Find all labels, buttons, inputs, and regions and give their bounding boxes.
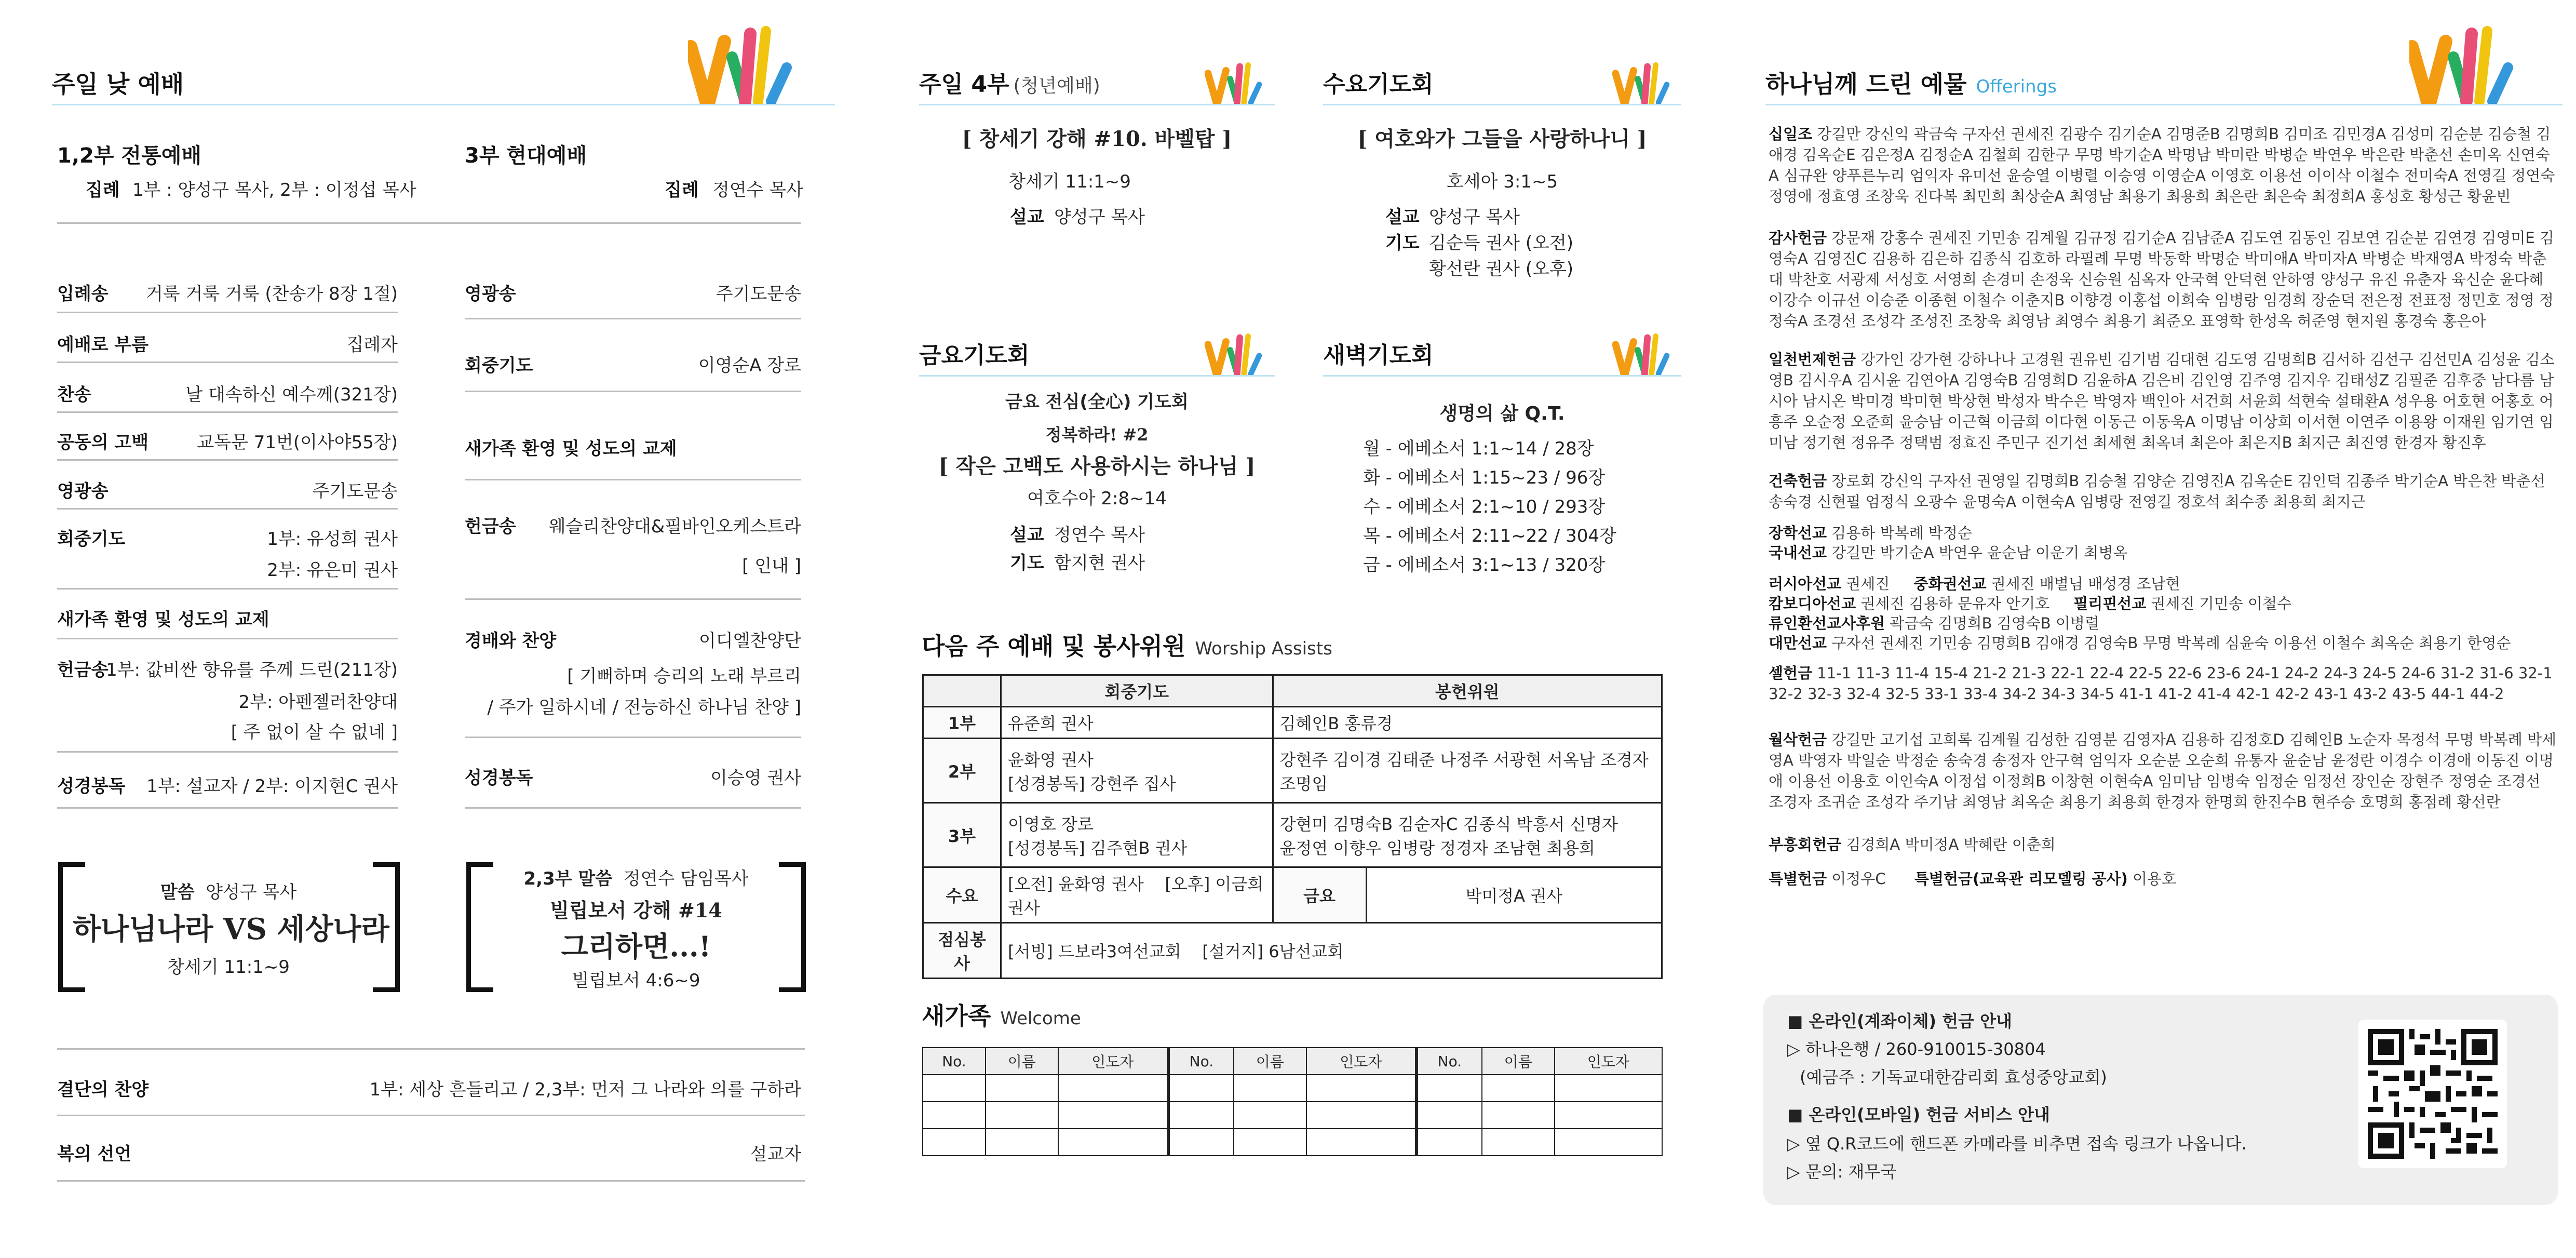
offering-label: 감사헌금 xyxy=(1769,229,1827,247)
closing-label: 복의 선언 xyxy=(57,1144,132,1165)
offering-names: 이용호 xyxy=(2133,870,2177,888)
offering-names: 강길만 고기섭 고희록 김계월 김성한 김영분 김영자A 김용하 김정호D 김혜인B 노순자 목정석 무명 박복례 박세영A 박영자 박일순 박정순 송숙경 송정자 안구혁 엄익자 오순분 오순희 유통자 윤순남 윤정란 이경수 이경애 이동진 이명애 이용선 이용호 이인숙A 이정섭 이정희B 이창현 이현숙A 임미남 임병숙 임정순 임정선 장인순 장현주 정영순 조경선 조경자 조귀순 조성각 주기남 최영남 최옥순 최용기 최용희 한경자 한명희 한진수B 현주승 호명희 홍점례 황선란 xyxy=(1769,731,2557,811)
offering-label: 대만선교 xyxy=(1769,634,1827,652)
offerings-title: 하나님께 드린 예물 xyxy=(1765,70,1967,98)
table-cell xyxy=(1001,923,1662,979)
wed-sermon-title: [ 여호와가 그들을 사랑하나니 ] xyxy=(1357,127,1647,151)
order-value-3: / 주가 일하시네 / 전능하신 하나님 찬양 ] xyxy=(487,697,801,718)
welcome-title-line xyxy=(922,997,1081,1032)
divider xyxy=(57,1048,805,1050)
table-cell: 수요 xyxy=(923,867,1001,923)
divider xyxy=(57,459,398,461)
offering-group xyxy=(1769,542,2558,563)
online-offering-info xyxy=(1763,995,2558,1205)
table-header: 인도자 xyxy=(1306,1048,1417,1075)
table-header-row xyxy=(923,675,1662,707)
table-cell xyxy=(923,1102,986,1129)
qr-instruction: ▷ 옆 Q.R코드에 핸드폰 카메라를 비추면 접속 링크가 나옵니다. xyxy=(1787,1134,2247,1154)
table-cell xyxy=(1482,1075,1555,1102)
order-value-2: 2부: 유은미 권사 xyxy=(267,560,398,581)
table-header xyxy=(923,675,1001,707)
table-cell xyxy=(1555,1102,1662,1129)
wed-title: 수요기도회 xyxy=(1323,71,1434,98)
offering-names: 강길만 박기순A 박연우 윤순남 이운기 최병옥 xyxy=(1831,544,2128,561)
order-value: 웨슬리찬양대&필바인오케스트라 xyxy=(548,516,801,537)
sermon-label: 말씀 xyxy=(160,882,195,903)
wed-am: [오전] 윤화영 권사 xyxy=(1008,874,1144,894)
order-label: 영광송 xyxy=(465,284,516,304)
table-row xyxy=(923,1075,1662,1102)
dawn-item: 월 - 에베소서 1:1~14 / 28장 xyxy=(1363,438,1594,459)
assist-table xyxy=(922,674,1663,979)
order-label: 입례송 xyxy=(57,284,109,304)
modern-leader-label: 집례 xyxy=(665,180,699,200)
table-row xyxy=(923,867,1662,923)
offering-names: 강길만 강신익 곽금숙 구자선 권세진 김광수 김기순A 김명준B 김명희B 김미조 김민경A 김성미 김순분 김승철 김애경 김옥순E 김은정A 김정순A 김철희 김한구 무명 박기순A 박명남 박미란 박병순 박연우 박은란 박춘선 손미옥 신연숙A 심규완 양푸른누리 엄익자 유미선 윤승열 이병렬 이승영 이영순A 이영호 이용선 이이삭 이철수 전미숙A 전영길 정연숙 정영애 정효영 조창욱 진다복 최민희 최상순A 최영남 최용기 최용희 최은란 최은숙 최정희A 홍성호 황성근 황윤빈 xyxy=(1769,125,2555,205)
table-header: 인도자 xyxy=(1555,1048,1662,1075)
table-cell xyxy=(1234,1129,1306,1156)
order-value: 주기도문송 xyxy=(716,284,801,304)
offering-names: 이정우C xyxy=(1831,870,1886,888)
sermon1-label-line xyxy=(73,878,384,903)
offering-group xyxy=(1769,868,2558,889)
offering-names: 김경희A 박미정A 박혜란 이춘희 xyxy=(1846,836,2056,853)
offering-label: 중화권선교 xyxy=(1913,575,1987,593)
table-cell: 금요 xyxy=(1273,867,1366,923)
table-cell xyxy=(1058,1102,1168,1129)
table-cell xyxy=(1001,739,1273,803)
offering-names: 권세진 기민송 이철수 xyxy=(2151,595,2292,612)
sermon-ref: 창세기 11:1~9 xyxy=(167,957,290,978)
sermon2-label-line xyxy=(480,864,792,890)
table-header: No. xyxy=(1417,1048,1482,1075)
table-row xyxy=(923,739,1662,803)
offerings-title-line xyxy=(1765,65,2057,100)
table-cell xyxy=(1417,1102,1482,1129)
order-value: 교독문 71번(이사야55장) xyxy=(197,432,398,453)
sun4-preacher-label: 설교 xyxy=(1010,207,1044,227)
order-value: 이영순A 장로 xyxy=(698,355,801,376)
table-cell: 점심봉사 xyxy=(923,923,1001,979)
offering-group xyxy=(1769,573,2558,594)
offering-group xyxy=(1769,227,2558,331)
divider xyxy=(57,1115,805,1116)
table-cell xyxy=(1417,1075,1482,1102)
table-cell xyxy=(1001,867,1273,923)
title-rule xyxy=(1765,104,2562,105)
sermon-series: 빌립보서 강해 #14 xyxy=(550,899,722,922)
table-cell xyxy=(1001,803,1273,867)
welcome-title-en: Welcome xyxy=(1000,1008,1081,1029)
table-cell: 3부 xyxy=(923,803,1001,867)
cell-line: 이영호 장로 xyxy=(1008,814,1094,834)
welcome-title: 새가족 xyxy=(922,1002,991,1030)
offering-names: 권세진 배별님 배성경 조남현 xyxy=(1991,575,2180,593)
divider xyxy=(57,588,398,590)
offering-names: 김용하 박복례 박정순 xyxy=(1831,524,1972,542)
fri-prayer-label: 기도 xyxy=(1010,553,1044,573)
page-title-sunday: 주일 낮 예배 xyxy=(52,70,184,98)
closing-value: 설교자 xyxy=(750,1144,801,1165)
order-value: 1부: 유성희 권사 xyxy=(267,529,398,550)
closing-label: 결단의 찬양 xyxy=(57,1079,149,1100)
wed-preacher-label: 설교 xyxy=(1385,207,1420,227)
order-value: 집례자 xyxy=(346,334,398,355)
table-cell xyxy=(1168,1129,1234,1156)
fri-prayer: 함지현 권사 xyxy=(1054,553,1145,573)
divider xyxy=(57,508,398,510)
offering-label: 러시아선교 xyxy=(1769,575,1842,593)
bank-account: ▷ 하나은행 / 260-910015-30804 xyxy=(1787,1039,2046,1059)
table-cell xyxy=(1555,1075,1662,1102)
order-value: 날 대속하신 예수께(321장) xyxy=(185,384,398,405)
offering-names: 권세진 xyxy=(1846,575,1890,593)
table-cell xyxy=(1306,1075,1417,1102)
divider xyxy=(57,222,801,224)
church-logo xyxy=(1612,62,1680,104)
divider xyxy=(57,411,398,413)
offering-group xyxy=(1769,593,2558,614)
divider xyxy=(57,751,398,753)
qr-code-frame xyxy=(2358,1020,2507,1168)
offering-group xyxy=(1769,633,2558,653)
sermon-title: 하나님나라 VS 세상나라 xyxy=(73,912,389,946)
church-logo xyxy=(688,26,807,104)
lunch-serving: [서빙] 드보라3여선교회 xyxy=(1008,942,1181,961)
order-value-3: [ 주 없이 살 수 없네 ] xyxy=(231,722,398,743)
dawn-item: 목 - 에베소서 2:11~22 / 304장 xyxy=(1363,526,1616,546)
table-cell xyxy=(1058,1129,1168,1156)
offering-names: 강가인 강가현 강하나나 고경원 권유빈 김기범 김대현 김도영 김명희B 김서하 김선구 김선민A 김성윤 김소영B 김시우A 김시윤 김연아A 김영숙B 김영희D 김윤하A 김은비 김인영 김주영 김지우 김태성Z 김필준 김후중 남다름 남시아 남시온 박미경 박미현 박상현 박성자 박수은 박영자 백인아 서건희 서윤희 석현숙 설태환A 성우용 어호현 어홍호 어흥주 오순정 오준희 윤승남 이근혁 이금희 이다현 이동근 이동욱A 이명남 이상희 이서현 이연주 이용왕 이재원 임기연 임미남 정기현 정유주 정택범 정효진 주민구 진기선 최세현 최옥녀 최은아 최은지B 최지근 최진영 한경자 황진후 xyxy=(1769,351,2555,451)
table-row xyxy=(923,803,1662,867)
divider xyxy=(465,391,801,392)
table-row xyxy=(923,923,1662,979)
dawn-title: 새벽기도회 xyxy=(1323,342,1434,369)
cell-line: 윤화영 권사 xyxy=(1008,750,1094,770)
offerings-title-en: Offerings xyxy=(1976,76,2057,97)
sun4-sermon-title: [ 창세기 강해 #10. 바벨탑 ] xyxy=(962,127,1232,151)
table-cell: 박미정A 권사 xyxy=(1366,867,1662,923)
dawn-item: 금 - 에베소서 3:1~13 / 320장 xyxy=(1363,555,1606,576)
table-row xyxy=(923,707,1662,739)
table-row xyxy=(923,1102,1662,1129)
table-cell xyxy=(1306,1102,1417,1129)
offering-group xyxy=(1769,729,2558,812)
table-cell xyxy=(1234,1102,1306,1129)
offering-label: 국내선교 xyxy=(1769,544,1827,561)
offering-label: 부흥회헌금 xyxy=(1769,836,1842,853)
order-value: 1부: 설교자 / 2부: 이지현C 권사 xyxy=(146,776,398,797)
offering-label: 건축헌금 xyxy=(1769,472,1827,490)
trad-service-heading: 1,2부 전통예배 xyxy=(57,144,201,168)
offering-group xyxy=(1769,834,2558,855)
fri-sermon-title: [ 작은 고백도 사용하시는 하나님 ] xyxy=(938,454,1256,478)
table-cell xyxy=(1482,1102,1555,1129)
order-label: 성경봉독 xyxy=(465,768,533,788)
order-label: 영광송 xyxy=(57,481,109,502)
fri-preacher: 정연수 목사 xyxy=(1054,525,1145,545)
table-cell xyxy=(986,1075,1058,1102)
order-label: 새가족 환영 및 성도의 교제 xyxy=(57,609,269,630)
divider xyxy=(57,638,398,639)
table-cell xyxy=(923,1075,986,1102)
sun4-preacher: 양성구 목사 xyxy=(1054,207,1145,227)
order-value: 이디엘찬양단 xyxy=(698,631,801,651)
fri-ref: 여호수아 2:8~14 xyxy=(1027,488,1167,509)
divider xyxy=(465,807,801,809)
fri-line2: 정복하라! #2 xyxy=(1045,425,1149,445)
offering-names: 구자선 권세진 기민송 김명희B 김애경 김영숙B 무명 박복례 심윤숙 이용선 이철수 최옥순 최용기 한영순 xyxy=(1831,634,2511,652)
title-rule xyxy=(52,104,835,105)
fri-title: 금요기도회 xyxy=(919,342,1030,369)
offering-label: 장학선교 xyxy=(1769,524,1827,542)
table-cell: 2부 xyxy=(923,739,1001,803)
table-cell xyxy=(986,1129,1058,1156)
sermon-preacher: 정연수 담임목사 xyxy=(623,868,749,889)
table-header-row xyxy=(923,1048,1662,1075)
church-logo xyxy=(2409,26,2529,104)
order-value: 거룩 거룩 거룩 (찬송가 8장 1절) xyxy=(145,284,398,304)
order-value-2: [ 인내 ] xyxy=(742,556,801,577)
offering-names: 강문재 강홍수 권세진 기민송 김계월 김규정 김기순A 김남준A 김도연 김동인 김보연 김순분 김연경 김영미E 김영숙A 김영진C 김용하 김은하 김종식 김호하 라필례 무명 박동학 박명순 박미애A 박미자A 박병순 박재영A 박정숙 박춘대 박찬호 서광제 서성호 서영희 손경미 손정욱 신승원 심옥자 안국혁 안덕현 안하영 양성구 유진 유춘자 육신순 윤다혜 이강수 이규선 이승준 이종현 이철수 이춘지B 이향경 이홍섭 이희숙 임병랑 임경희 장순덕 전은정 전표정 정민호 정영 정정숙A 조경선 조성각 조성진 조창욱 최영남 최영수 최용기 최준오 표영학 한성옥 허준영 현지원 홍경숙 홍은아 xyxy=(1769,229,2554,330)
online-transfer-title: ■ 온라인(계좌이체) 헌금 안내 xyxy=(1787,1011,2012,1031)
church-logo xyxy=(1612,333,1680,375)
account-holder: (예금주 : 기독교대한감리회 효성중앙교회) xyxy=(1800,1067,2107,1087)
table-header: 이름 xyxy=(1234,1048,1306,1075)
table-header: 봉헌위원 xyxy=(1273,675,1662,707)
title-rule xyxy=(1323,104,1681,105)
dawn-item: 수 - 에베소서 2:1~10 / 293장 xyxy=(1363,497,1606,517)
title-rule xyxy=(919,104,1275,105)
table-cell xyxy=(1417,1129,1482,1156)
table-header: 회중기도 xyxy=(1001,675,1273,707)
offering-group xyxy=(1769,613,2558,634)
sun4-sub: (청년예배) xyxy=(1013,75,1100,97)
table-cell xyxy=(1168,1075,1234,1102)
offering-label: 월삭헌금 xyxy=(1769,731,1827,748)
offering-names: 권세진 김용하 문유자 안기호 xyxy=(1860,595,2050,612)
wed-ref: 호세아 3:1~5 xyxy=(1446,171,1558,192)
cell-line: [성경봉독] 김주현B 권사 xyxy=(1008,838,1188,858)
table-cell xyxy=(1234,1075,1306,1102)
qr-code[interactable] xyxy=(2368,1029,2498,1159)
trad-leader-label: 집례 xyxy=(86,180,120,200)
church-logo xyxy=(1205,333,1272,375)
order-label: 회중기도 xyxy=(465,355,533,376)
assist-title-line xyxy=(922,627,1332,662)
table-cell xyxy=(1168,1102,1234,1129)
order-value: 주기도문송 xyxy=(312,481,398,502)
contact-info: ▷ 문의: 재무국 xyxy=(1787,1162,1897,1182)
table-header: 이름 xyxy=(1482,1048,1555,1075)
offering-group xyxy=(1769,124,2558,207)
trad-leader: 1부 : 양성구 목사, 2부 : 이정섭 목사 xyxy=(132,180,416,200)
table-cell xyxy=(1058,1075,1168,1102)
welcome-table xyxy=(922,1047,1663,1156)
wed-prayer-label: 기도 xyxy=(1385,233,1420,253)
order-label: 새가족 환영 및 성도의 교제 xyxy=(465,438,677,459)
church-logo xyxy=(1205,62,1272,104)
cell-line: 윤정연 이향우 임병랑 정경자 조남현 최용희 xyxy=(1279,838,1595,858)
offering-label: 캄보디아선교 xyxy=(1769,595,1856,612)
offering-names: 곽금숙 김명희B 김영숙B 이병렬 xyxy=(1890,614,2099,632)
wed-prayer-am: 김순득 권사 (오전) xyxy=(1429,233,1574,253)
title-rule xyxy=(1323,375,1681,377)
wed-pm: [오후] 이금희 권사 xyxy=(1008,874,1264,918)
table-header: No. xyxy=(923,1048,986,1075)
order-value-2: 2부: 아펜젤러찬양대 xyxy=(238,692,398,713)
title-rule xyxy=(919,375,1275,377)
offering-label: 십일조 xyxy=(1769,125,1813,143)
modern-leader: 정연수 목사 xyxy=(712,180,804,200)
offering-group xyxy=(1769,523,2558,543)
divider xyxy=(465,318,801,319)
table-cell xyxy=(1555,1129,1662,1156)
cell-line: 강현미 김명숙B 김순자C 김종식 박흥서 신명자 xyxy=(1279,814,1619,834)
offering-names: 11-1 11-3 11-4 15-4 21-2 21-3 22-1 22-4 22-5 22-6 23-6 24-1 24-2 24-3 24-5 24-6 31-2 31-6 32-1 32-2 32-3 32-4 32-5 33-1 33-4 34-2 34-3 34-5 41-1 41-2 41-4 42-1 42-2 43-1 43-2 43-5 44-1 44-2 xyxy=(1769,664,2553,703)
divider xyxy=(57,312,398,313)
offering-label: 일천번제헌금 xyxy=(1769,351,1856,368)
offering-names: 장로회 강신익 구자선 권영일 김명희B 김승철 김양순 김영진A 김옥순E 김인덕 김종주 박기순A 박은찬 박춘선 송숙경 신현필 엄정식 오광수 윤명숙A 이현숙A 임병랑 전영길 정호석 최수종 최용희 최지근 xyxy=(1769,472,2545,511)
table-row xyxy=(923,1129,1662,1156)
table-cell xyxy=(986,1102,1058,1129)
assist-title: 다음 주 예배 및 봉사위원 xyxy=(922,632,1186,660)
order-label: 찬송 xyxy=(57,384,91,405)
table-cell: 유준희 권사 xyxy=(1001,707,1273,739)
offering-group xyxy=(1769,663,2558,704)
offering-label: 필리핀선교 xyxy=(2073,595,2147,612)
table-header: 이름 xyxy=(986,1048,1058,1075)
divider xyxy=(57,1180,805,1182)
dawn-heading: 생명의 삶 Q.T. xyxy=(1439,403,1565,424)
wed-prayer-pm: 황선란 권사 (오후) xyxy=(1429,259,1574,279)
order-value-2: [ 기뻐하며 승리의 노래 부르리 xyxy=(567,666,801,687)
dawn-item: 화 - 에베소서 1:15~23 / 96장 xyxy=(1363,467,1606,488)
divider xyxy=(465,479,801,480)
sermon-label: 2,3부 말씀 xyxy=(523,868,613,889)
offering-label: 특별헌금 xyxy=(1769,870,1827,888)
offering-label: 셀헌금 xyxy=(1769,664,1813,682)
order-label: 경배와 찬양 xyxy=(465,631,557,651)
closing-value: 1부: 세상 흔들리고 / 2,3부: 먼저 그 나라와 의를 구하라 xyxy=(369,1079,801,1100)
order-label: 헌금송 xyxy=(57,660,109,680)
offering-group xyxy=(1769,349,2558,453)
table-cell: 1부 xyxy=(923,707,1001,739)
fri-line1: 금요 전심(全心) 기도회 xyxy=(1005,392,1189,412)
order-label: 성경봉독 xyxy=(57,776,126,797)
table-cell xyxy=(1306,1129,1417,1156)
order-value: 이승영 권사 xyxy=(710,768,801,788)
order-value: 1부: 값비싼 향유를 주께 드린(211장) xyxy=(106,660,398,680)
table-cell xyxy=(1273,803,1662,867)
table-header: 인도자 xyxy=(1058,1048,1168,1075)
table-cell: 강현주 김이경 김태준 나정주 서광현 서옥남 조경자 조명임 xyxy=(1273,739,1662,803)
sun4-title: 주일 4부 xyxy=(919,71,1009,98)
sermon-preacher: 양성구 목사 xyxy=(206,882,297,903)
fri-preacher-label: 설교 xyxy=(1010,525,1044,545)
sermon-title: 그리하면...! xyxy=(561,930,711,963)
table-cell: 김혜인B 홍류경 xyxy=(1273,707,1662,739)
sun4-ref: 창세기 11:1~9 xyxy=(1008,171,1131,192)
offering-label: 류인환선교사후원 xyxy=(1769,614,1885,632)
order-label: 예배로 부름 xyxy=(57,334,149,355)
modern-service-heading: 3부 현대예배 xyxy=(465,144,587,168)
divider xyxy=(465,598,801,600)
table-cell xyxy=(1482,1129,1555,1156)
divider xyxy=(57,807,398,809)
divider xyxy=(465,737,801,738)
mobile-offering-title: ■ 온라인(모바일) 헌금 서비스 안내 xyxy=(1787,1105,2050,1125)
sun4-title-line xyxy=(919,65,1100,99)
assist-title-en: Worship Assists xyxy=(1195,638,1332,659)
table-cell xyxy=(923,1129,986,1156)
lunch-dishes: [설거지] 6남선교회 xyxy=(1202,942,1344,961)
table-header: No. xyxy=(1168,1048,1234,1075)
order-label: 헌금송 xyxy=(465,516,516,537)
divider xyxy=(57,362,398,363)
order-label: 회중기도 xyxy=(57,529,126,550)
offering-group xyxy=(1769,471,2558,512)
wed-preacher: 양성구 목사 xyxy=(1429,207,1520,227)
order-label: 공동의 고백 xyxy=(57,432,149,453)
cell-line: [성경봉독] 강현주 집사 xyxy=(1008,773,1176,794)
offering-label: 특별헌금(교육관 리모델링 공사) xyxy=(1914,870,2128,888)
sermon-ref: 빌립보서 4:6~9 xyxy=(572,970,700,991)
